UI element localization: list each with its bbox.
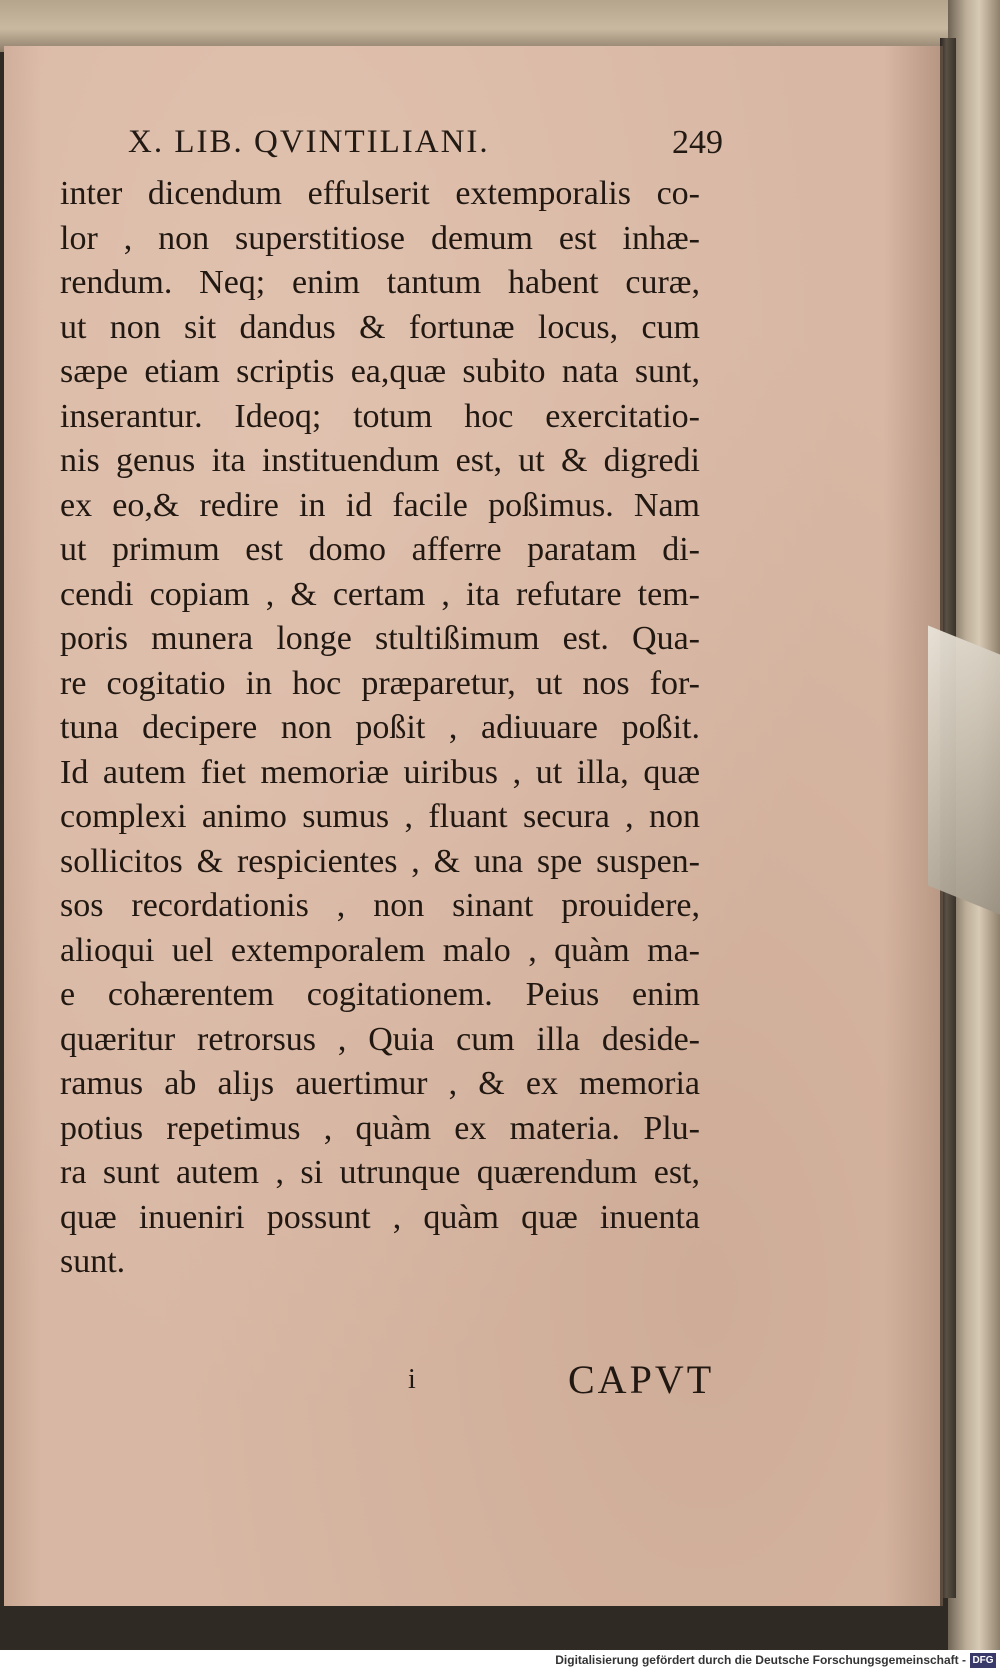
body-text [60,172,760,1285]
paper-bookmark [928,625,1000,914]
text-line: cendi copiam , & certam , ita refutare tem- [60,575,700,613]
footer-bar [0,1650,1000,1674]
text-line: Id autem fiet memoriæ uiribus , ut illa, quæ [60,753,700,791]
text-line: sæpe etiam scriptis ea,quæ subito nata sunt, [60,353,700,390]
text-line: nis genus ita instituendum est, ut & digredi [60,442,700,479]
dfg-logo-icon: DFG [970,1653,996,1668]
text-line: poris munera longe stultißimum est. Qua- [60,620,700,657]
text-line: rendum. Neq; enim tantum habent curæ, [60,264,700,301]
text-line: ut primum est domo afferre paratam di- [60,531,700,568]
signature-mark: i [408,1364,416,1395]
running-header: X. LIB. QVINTILIANI. [128,124,490,160]
text-line: tuna decipere non poßit , adiuuare poßit. [60,709,700,746]
text-line: sos recordationis , non sinant prouidere, [60,887,700,924]
text-line: e cohærentem cogitationem. Peius enim [60,976,700,1013]
text-line: inter dicendum effulserit extemporalis co- [60,175,700,212]
text-line: complexi animo sumus , fluant secura , non [60,798,700,835]
text-line: ra sunt autem , si utrunque quærendum est, [60,1154,700,1191]
text-line: quæritur retrorsus , Quia cum illa deside- [60,1020,700,1058]
text-line: re cogitatio in hoc præparetur, ut nos for- [60,664,700,702]
text-line: ramus ab aliȷs auertimur , & ex memoria [60,1065,700,1102]
text-line: ex eo,& redire in id facile poßimus. Nam [60,486,700,524]
catchword: CAPVT [568,1357,715,1402]
text-line: inserantur. Ideoq; totum hoc exercitatio- [60,397,700,435]
text-line: quæ inueniri possunt , quàm quæ inuenta [60,1198,700,1236]
text-line: potius repetimus , quàm ex materia. Plu- [60,1109,700,1147]
text-line: ut non sit dandus & fortunæ locus, cum [60,308,700,346]
page-number: 249 [672,124,723,161]
book-top-edge [0,0,985,52]
text-line: sollicitos & respicientes , & una spe suspen- [60,842,700,880]
text-line: alioqui uel extemporalem malo , quàm ma- [60,931,700,969]
funding-credit: Digitalisierung gefördert durch die Deutsche Forschungsgemeinschaft - [555,1653,966,1667]
text-line: lor , non superstitiose demum est inhæ- [60,219,700,257]
text-line: sunt. [60,1243,126,1280]
